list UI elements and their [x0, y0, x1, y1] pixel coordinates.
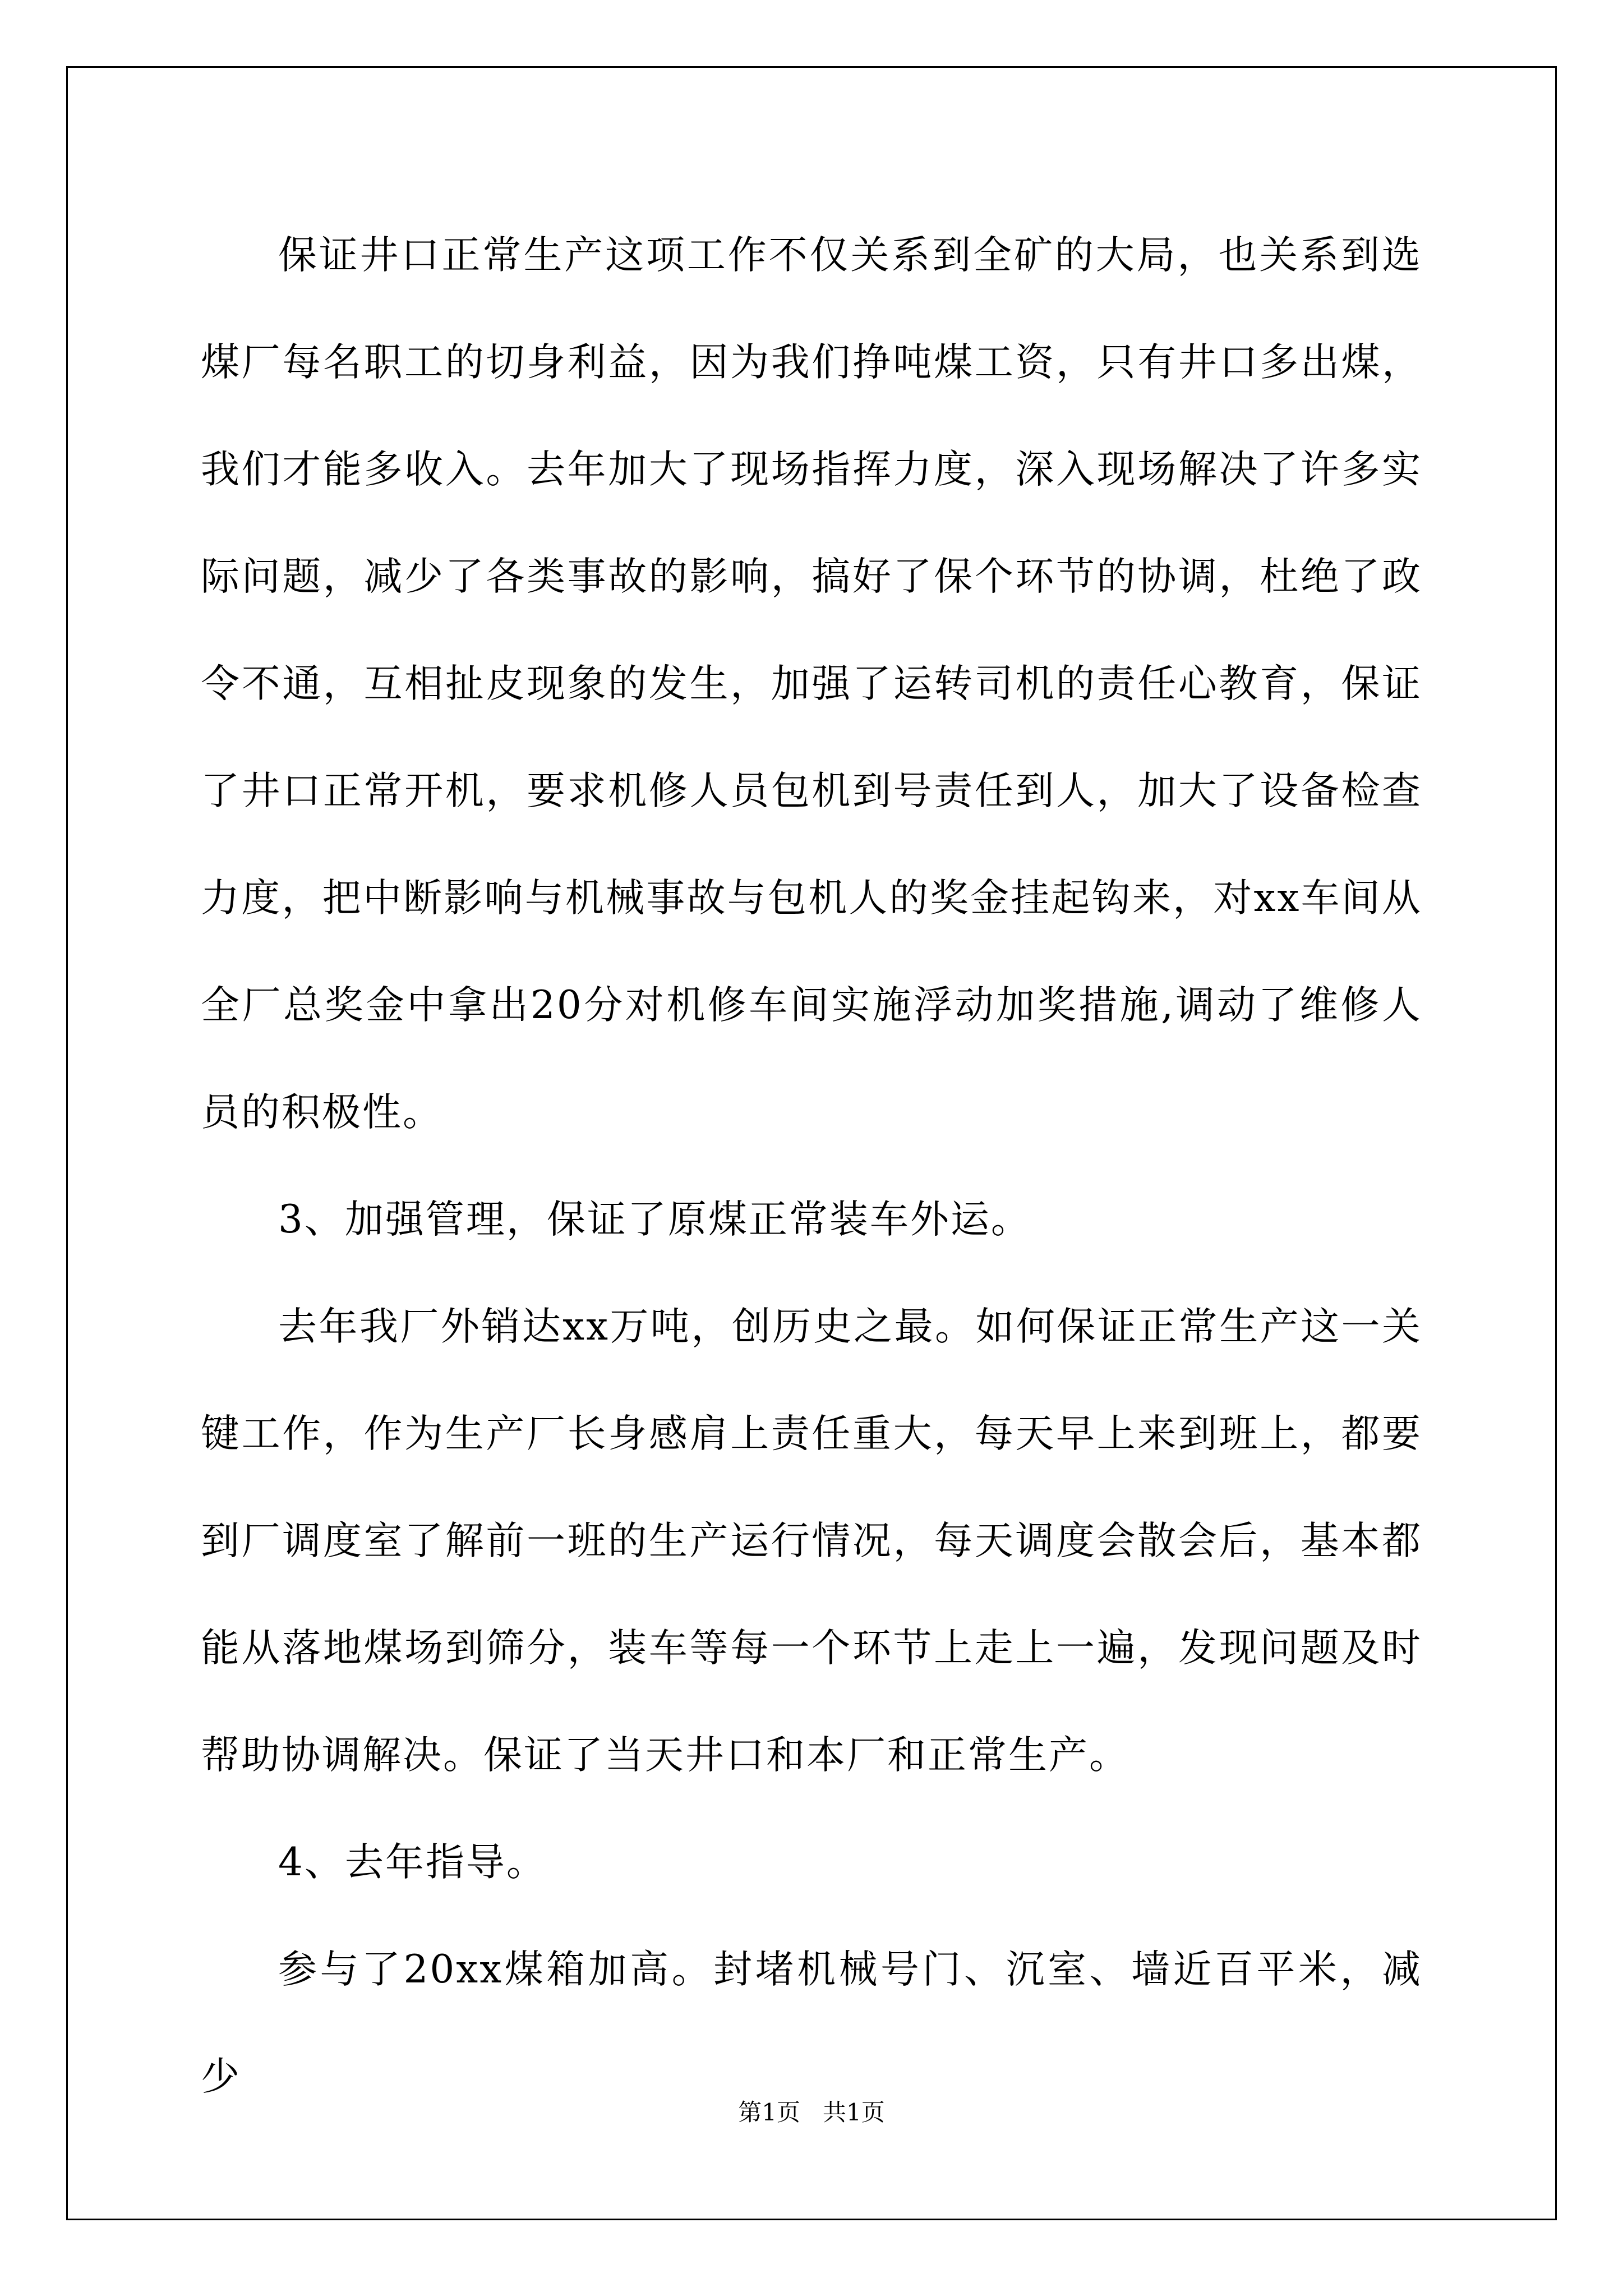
page-total: 共1页: [823, 2099, 885, 2126]
paragraph-1: 保证井口正常生产这项工作不仅关系到全矿的大局，也关系到选煤厂每名职工的切身利益，因为我们挣吨煤工资，只有井口多出煤，我们才能多收入。去年加大了现场指挥力度，深入现场解决了许多实际问题，减少了各类事故的影响，搞好了保个环节的协调，杜绝了政令不通，互相扯皮现象的发生，加强了运转司机的责任心教育，保证了井口正常开机，要求机修人员包机到号责任到人，加大了设备检查力度，把中断影响与机械事故与包机人的奖金挂起钩来，对xx车间从全厂总奖金中拿出20分对机修车间实施浮动加奖措施,调动了维修人员的积极性。: [201, 233, 1422, 1135]
paragraph-4-heading: 4、去年指导。: [278, 1840, 547, 1885]
paragraph-5: 参与了20xx煤箱加高。封堵机械号门、沉室、墙近百平米，减少: [201, 1947, 1422, 2099]
paragraph-3: 去年我厂外销达xx万吨，创历史之最。如何保证正常生产这一关键工作，作为生产厂长身感肩上责任重大，每天早上来到班上，都要到厂调度室了解前一班的生产运行情况，每天调度会散会后，基本都能从落地煤场到筛分，装车等每一个环节上走上一遍，发现问题及时帮助协调解决。保证了当天井口和本厂和正常生产。: [201, 1304, 1422, 1778]
paragraph-2-heading: 3、加强管理，保证了原煤正常装车外运。: [278, 1197, 1031, 1242]
page-number: 第1页: [738, 2099, 800, 2126]
page-footer: [0, 2096, 1623, 2129]
document-body: [201, 202, 1422, 2131]
